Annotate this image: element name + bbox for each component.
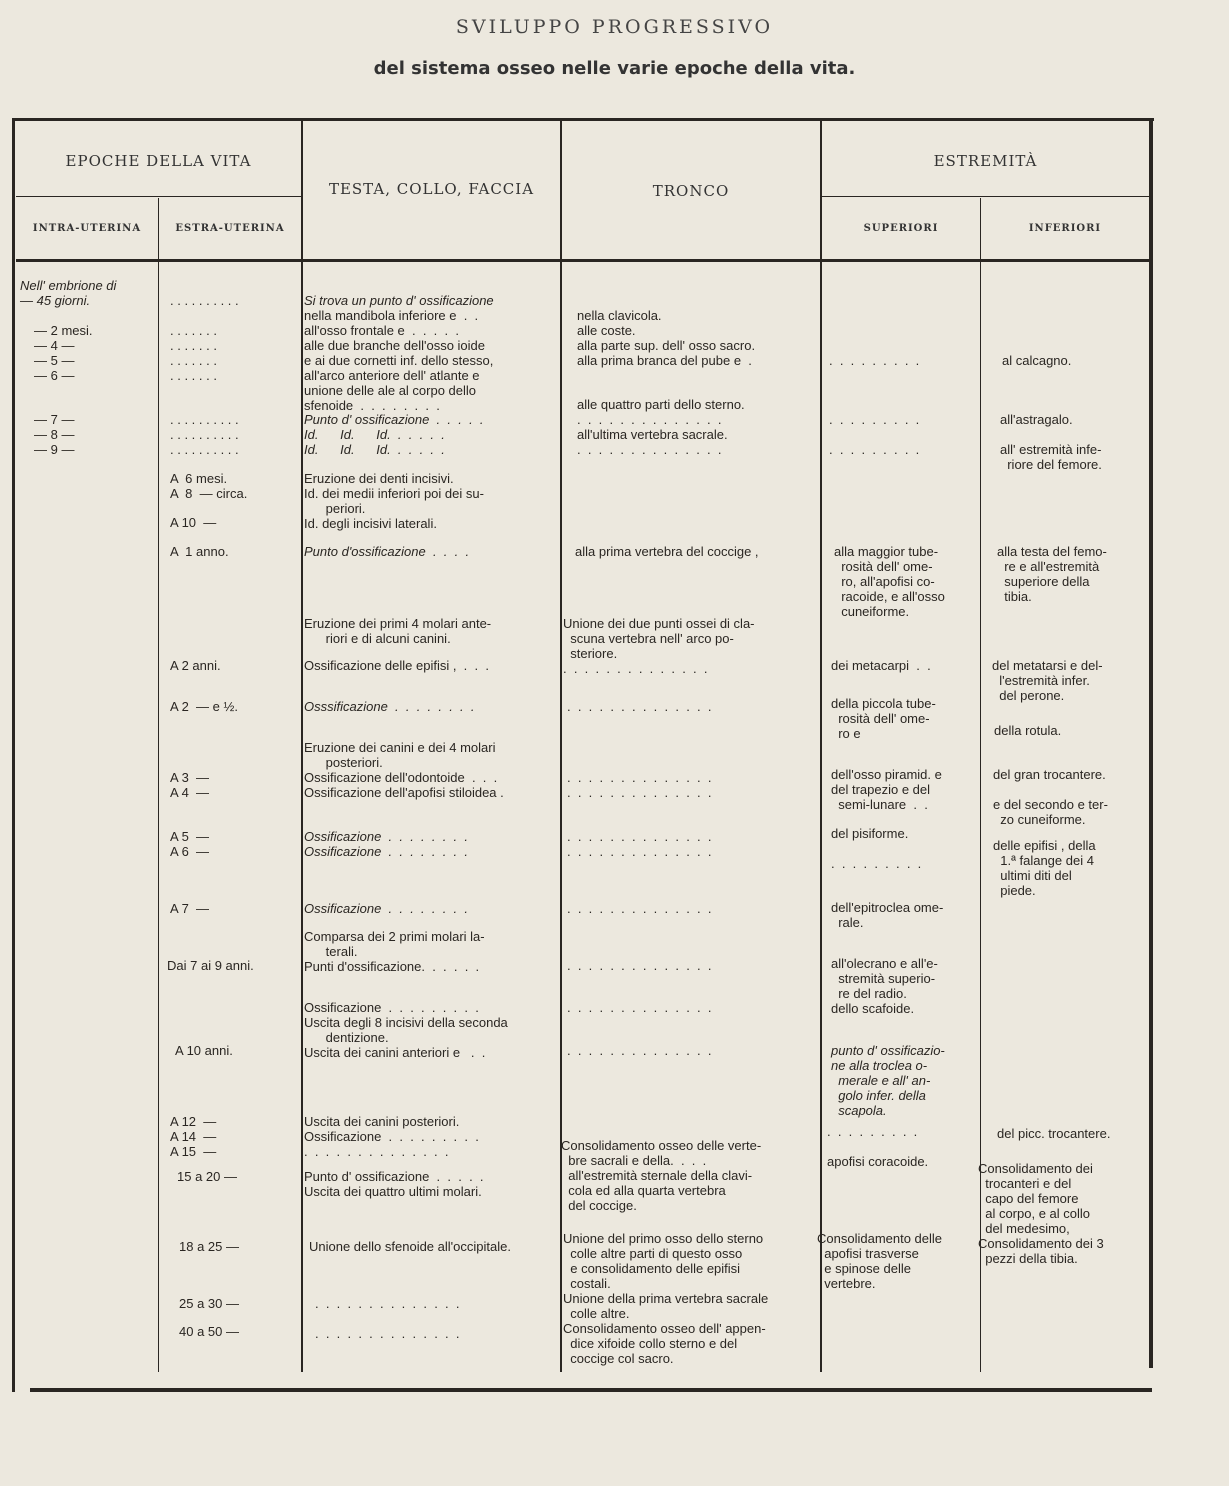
inferiori-cell: del picc. trocantere. — [997, 1126, 1111, 1141]
table-frame — [12, 118, 1154, 1394]
testa-cell: Eruzione dei canini e dei 4 molari posteriori. Ossificazione dell'odontoide . . . Ossificazione dell'apofisi stiloidea . — [304, 740, 504, 800]
col-divider — [820, 118, 822, 1372]
superiori-cell: dell'osso piramid. e del trapezio e del semi-lunare . . — [831, 767, 942, 812]
tronco-cell: alle quattro parti dello sterno. . . . . . . . . . . . . . . all'ultima vertebra sacrale. . . . . . . . . . . . . . . — [577, 397, 745, 457]
estra-cell: . . . . . . . . . . . . . . . . . . . . . — [170, 338, 217, 383]
tronco-cell: . . . . . . . . . . . . . . — [567, 699, 712, 714]
right-border — [1149, 118, 1153, 1368]
intra-cell: — 7 — — 8 — — 9 — — [34, 412, 75, 457]
header-tronco: TRONCO — [652, 182, 730, 200]
superiori-cell: Consolidamento delle apofisi trasverse e spinose delle vertebre. — [817, 1231, 943, 1291]
header-testa: TESTA, COLLO, FACCIA — [328, 180, 535, 198]
header-separator — [822, 196, 1149, 197]
testa-cell: nella mandibola inferiore e . . all'osso frontale e . . . . . alle due branche dell'osso ioide e ai due cornetti inf. dello stesso, all'arco anteriore dell' atlante e unione delle ale al corpo dello sfenoide . . . . . . . . — [304, 308, 494, 413]
testa-cell: Ossificazione . . . . . . . . — [304, 901, 468, 916]
testa-cell: Ossificazione . . . . . . . . Ossificazione . . . . . . . . — [304, 829, 468, 859]
inferiori-cell: delle epifisi , della 1.ª falange dei 4 ultimi diti del piede. — [993, 838, 1096, 898]
intra-cell: — 2 mesi. — [34, 323, 93, 338]
estra-cell: . . . . . . . — [170, 323, 217, 338]
estra-cell: 25 a 30 — — [179, 1296, 239, 1311]
estra-cell: A 2 anni. — [170, 658, 221, 673]
page-title: SVILUPPO PROGRESSIVO — [455, 16, 774, 38]
estra-cell: 40 a 50 — — [179, 1324, 239, 1339]
estra-cell: 15 a 20 — — [177, 1169, 237, 1184]
tronco-cell: . . . . . . . . . . . . . . — [567, 1000, 712, 1015]
inferiori-cell: del metatarsi e del- l'estremità infer. del perone. — [992, 658, 1103, 703]
testa-cell: Ossificazione delle epifisi , . . . — [304, 658, 489, 673]
tronco-cell: alla prima vertebra del coccige , — [575, 544, 759, 559]
testa-cell: Id. Id. Id. . . . . . Id. Id. Id. . . . . . — [304, 427, 445, 457]
superiori-cell: del pisiforme. . . . . . . . . . — [831, 826, 922, 871]
estra-cell: A 5 — A 6 — — [170, 829, 210, 859]
tronco-cell: Unione del primo osso dello sterno colle altre parti di questo osso e consolidamento delle epifisi costali. Unione della prima vertebra sacrale colle altre. Consolidamento osseo dell' appen- dice xifoide collo sterno e del coccige col sacro. — [563, 1231, 769, 1366]
intra-cell: Nell' embrione di — 45 giorni. — [20, 278, 117, 308]
testa-cell: Ossificazione . . . . . . . . . Uscita degli 8 incisivi della seconda dentizione. Uscita dei canini anteriori e . . — [304, 1000, 508, 1060]
inferiori-cell: della rotula. — [994, 723, 1062, 738]
testa-cell: Unione dello sfenoide all'occipitale. — [309, 1239, 511, 1254]
bottom-border — [30, 1388, 1152, 1392]
header-separator — [16, 196, 301, 197]
testa-cell: Comparsa dei 2 primi molari la- terali. Punti d'ossificazione. . . . . . — [304, 929, 485, 974]
estra-cell: A 12 — A 14 — A 15 — — [170, 1114, 217, 1159]
tronco-cell: . . . . . . . . . . . . . . — [567, 1043, 712, 1058]
inferiori-cell: al calcagno. — [1002, 353, 1072, 368]
superiori-cell: della piccola tube- rosità dell' ome- ro e — [831, 696, 936, 741]
estra-cell: A 3 — A 4 — — [170, 770, 210, 800]
col-divider — [158, 198, 159, 1372]
estra-cell: A 2 — e ½. — [170, 699, 238, 714]
header-intra-uterina: INTRA-UTERINA — [32, 223, 142, 234]
top-border — [12, 118, 1154, 121]
superiori-cell: dei metacarpi . . — [831, 658, 931, 673]
estra-cell: A 6 mesi. A 8 — circa. — [170, 471, 248, 501]
testa-cell: Eruzione dei primi 4 molari ante- riori e di alcuni canini. — [304, 616, 492, 646]
header-inferiori: INFERIORI — [1028, 223, 1102, 234]
header-estremita: ESTREMITÀ — [933, 152, 1038, 170]
inferiori-cell: del gran trocantere. e del secondo e ter- zo cuneiforme. — [993, 767, 1108, 827]
inferiori-cell: Consolidamento dei trocanteri e del capo del femore al corpo, e al collo del medesimo, Consolidamento dei 3 pezzi della tibia. — [978, 1161, 1104, 1266]
page-subtitle: del sistema osseo nelle varie epoche della vita. — [373, 58, 856, 79]
header-superiori: SUPERIORI — [863, 223, 939, 234]
superiori-cell: . . . . . . . . . — [829, 353, 920, 368]
tronco-cell: Consolidamento osseo delle verte- bre sacrali e della. . . . all'estremità sternale della clavi- cola ed alla quarta vertebra del coccige. — [561, 1138, 762, 1213]
superiori-cell: all'olecrano e all'e- stremità superio- re del radio. dello scafoide. — [831, 956, 938, 1016]
superiori-cell: alla maggior tube- rosità dell' ome- ro, all'apofisi co- racoide, e all'osso cuneiforme. — [834, 544, 945, 619]
superiori-cell: . . . . . . . . . apofisi coracoide. — [827, 1124, 929, 1169]
testa-cell: Uscita dei canini posteriori. Ossificazione . . . . . . . . . . . . . . . . . . . . . . . — [304, 1114, 479, 1159]
col-divider — [301, 118, 303, 1372]
estra-cell: 18 a 25 — — [179, 1239, 239, 1254]
testa-cell: Punto d' ossificazione . . . . . — [304, 412, 484, 427]
tronco-cell: . . . . . . . . . . . . . . — [567, 958, 712, 973]
estra-cell: A 10 — — [170, 515, 217, 530]
testa-cell: Eruzione dei denti incisivi. Id. dei medii inferiori poi dei su- periori. Id. degli incisivi laterali. — [304, 471, 484, 531]
superiori-cell: . . . . . . . . . . . . . . . . . . — [829, 412, 920, 457]
superiori-cell: dell'epitroclea ome- rale. — [831, 900, 944, 930]
tronco-cell: nella clavicola. alle coste. alla parte sup. dell' osso sacro. alla prima branca del pube e . — [577, 308, 756, 368]
tronco-cell: . . . . . . . . . . . . . . . . . . . . . . . . . . . . — [567, 829, 712, 859]
header-estra-uterina: ESTRA-UTERINA — [175, 223, 285, 234]
superiori-cell: punto d' ossificazio- ne alla troclea o- merale e all' an- golo infer. della scapola. — [831, 1043, 945, 1118]
estra-cell: . . . . . . . . . . . . . . . . . . . . . . . . . . . . . . — [170, 412, 239, 457]
header-epoche: EPOCHE DELLA VITA — [65, 152, 252, 170]
intra-cell: — 4 — — 5 — — 6 — — [34, 338, 75, 383]
tronco-cell: . . . . . . . . . . . . . . . . . . . . . . . . . . . . — [567, 770, 712, 800]
testa-cell: Osssificazione . . . . . . . . — [304, 699, 475, 714]
header-bottom-rule — [16, 259, 1149, 262]
inferiori-cell: all'astragalo. all' estremità infe- riore del femore. — [1000, 412, 1102, 472]
testa-cell: Punto d' ossificazione . . . . . Uscita dei quattro ultimi molari. — [304, 1169, 484, 1199]
testa-cell: Si trova un punto d' ossificazione — [304, 293, 494, 308]
tronco-cell: . . . . . . . . . . . . . . — [567, 901, 712, 916]
testa-cell: . . . . . . . . . . . . . . . . . . . . . . . . . . . . — [315, 1296, 460, 1341]
left-border — [12, 118, 15, 1392]
estra-cell: A 7 — — [170, 901, 210, 916]
estra-cell: Dai 7 ai 9 anni. — [167, 958, 254, 973]
testa-cell: Punto d'ossificazione . . . . — [304, 544, 470, 559]
estra-cell: A 1 anno. — [170, 544, 229, 559]
tronco-cell: Unione dei due punti ossei di cla- scuna vertebra nell' arco po- steriore. . . . . . . . . . . . . . . — [563, 616, 755, 676]
inferiori-cell: alla testa del femo- re e all'estremità superiore della tibia. — [997, 544, 1107, 604]
estra-cell: . . . . . . . . . . — [170, 293, 239, 308]
estra-cell: A 10 anni. — [175, 1043, 233, 1058]
